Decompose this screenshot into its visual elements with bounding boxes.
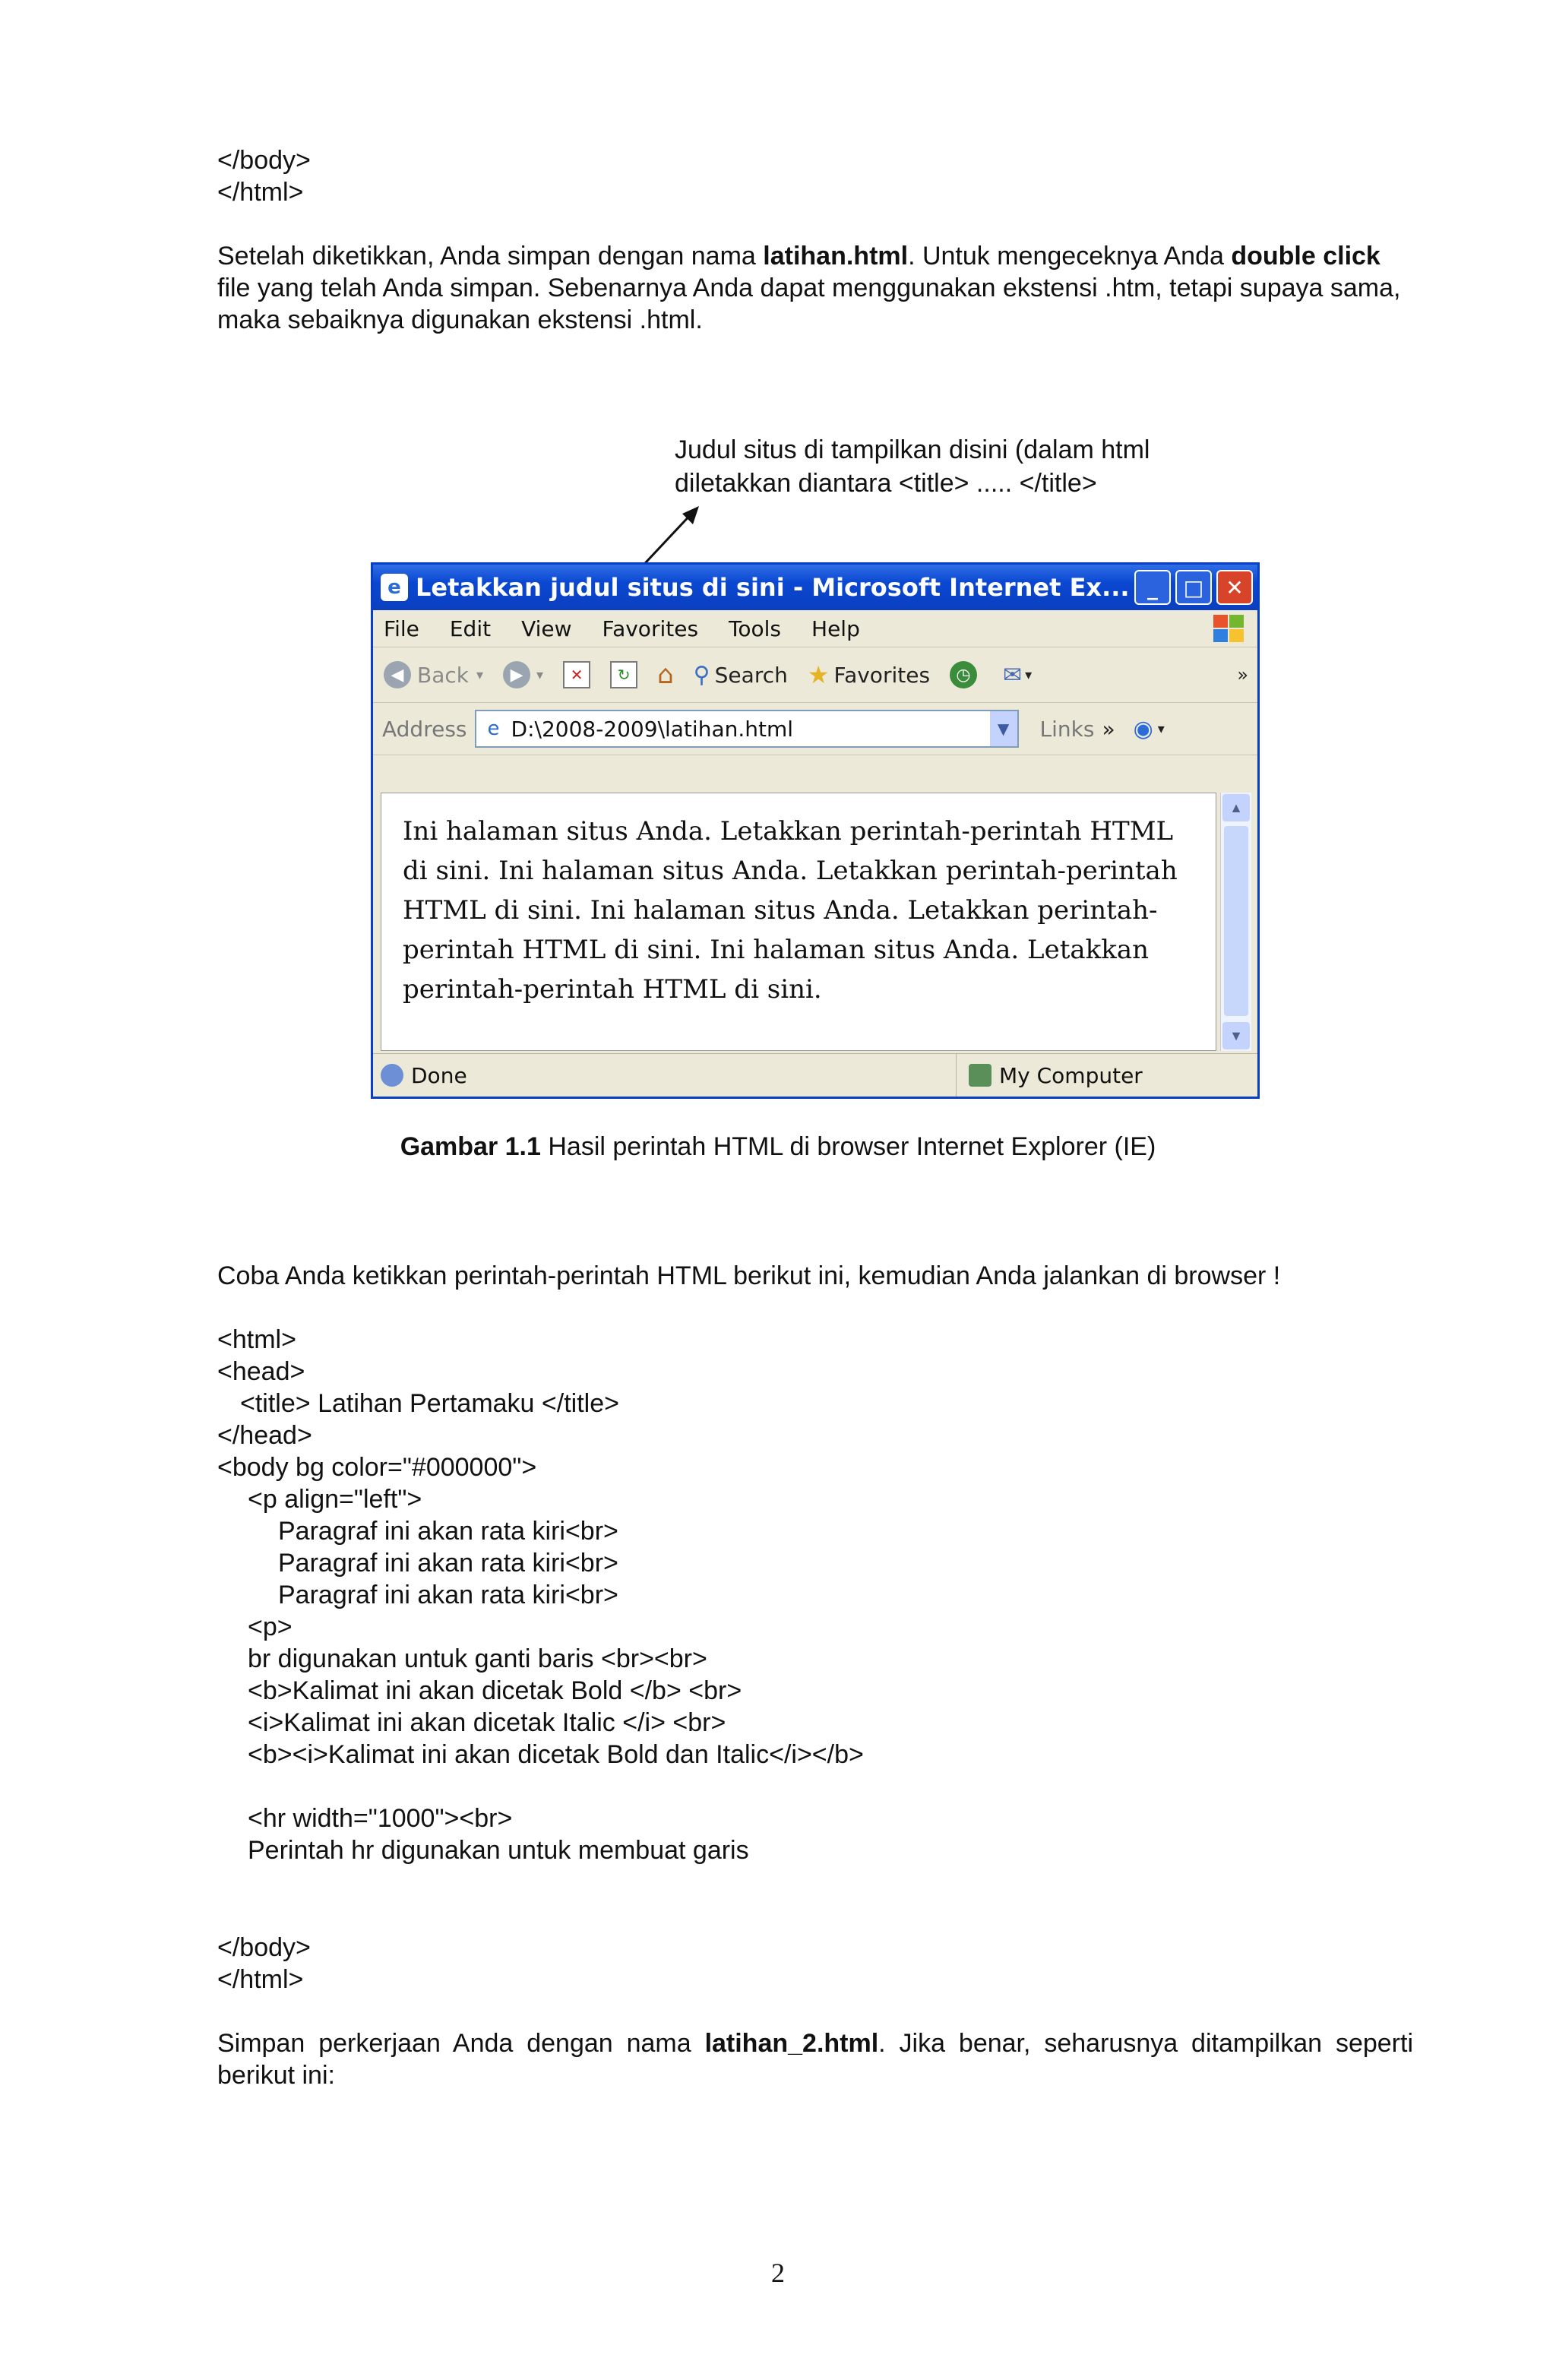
code-line: <p align="left">	[248, 1485, 422, 1514]
menu-file[interactable]: File	[384, 616, 419, 641]
status-done	[373, 1063, 956, 1088]
search-label: Search	[714, 662, 788, 688]
close-button[interactable]: ✕	[1216, 570, 1253, 605]
forward-arrow-icon: ▶	[503, 661, 530, 688]
standard-toolbar	[373, 647, 1257, 703]
paragraph-intro	[217, 240, 1413, 336]
menu-bar	[373, 610, 1257, 647]
menu-edit[interactable]: Edit	[449, 616, 492, 641]
text-run: file yang telah Anda simpan. Sebenarnya Anda dapat menggunakan ekstensi .htm, tetapi supaya sama, maka sebaiknya digunakan ekstensi .html.	[217, 274, 1401, 334]
instruction-text: Coba Anda ketikkan perintah-perintah HTML berikut ini, kemudian Anda jalankan di browser !	[217, 1261, 1281, 1290]
links-overflow-icon[interactable]: »	[1102, 716, 1115, 742]
scroll-up-icon[interactable]: ▲	[1222, 794, 1250, 821]
toolbar-overflow-icon[interactable]: »	[1237, 664, 1248, 685]
text-run: Simpan perkerjaan Anda dengan nama	[217, 2029, 705, 2058]
back-button[interactable]	[384, 661, 483, 688]
text-run: . Jika benar, seharusnya ditampilkan seperti berikut ini:	[217, 2029, 1413, 2090]
chevron-down-icon: ▾	[476, 666, 484, 683]
zone-text: My Computer	[999, 1062, 1143, 1088]
address-label: Address	[382, 716, 467, 742]
history-icon: ◷	[950, 661, 977, 688]
address-field[interactable]	[475, 710, 1019, 748]
page-content: Ini halaman situs Anda. Letakkan perintah-perintah HTML di sini. Ini halaman situs Anda. Letakkan perintah-perintah HTML di sini. Ini halaman situs Anda. Letakkan perintah-perintah HTML di sini. Ini halaman situs Anda. Letakkan perintah-perintah HTML di sini.	[381, 793, 1216, 1051]
mail-icon: ✉	[1003, 661, 1023, 688]
minimize-button[interactable]: _	[1134, 570, 1171, 605]
bold-term: double click	[1231, 242, 1380, 271]
mail-button[interactable]	[1003, 662, 1032, 688]
code-line: <b><i>Kalimat ini akan dicetak Bold dan Italic</i></b>	[248, 1740, 864, 1769]
bold-filename: latihan.html	[763, 242, 909, 271]
vertical-scrollbar[interactable]	[1220, 793, 1251, 1051]
links-label[interactable]: Links	[1039, 716, 1095, 742]
ie-options-icon[interactable]: ◉	[1133, 715, 1153, 742]
code-line: <i>Kalimat ini akan dicetak Italic </i> <br>	[248, 1708, 726, 1737]
chevron-down-icon: ▾	[536, 666, 544, 683]
favorites-button[interactable]	[808, 660, 930, 689]
figure-caption	[0, 1131, 1556, 1163]
scroll-thumb[interactable]	[1224, 826, 1248, 1016]
status-bar	[373, 1053, 1257, 1097]
address-dropdown-icon[interactable]: ▼	[990, 711, 1017, 746]
browser-window	[371, 562, 1260, 1099]
code-line: <body bg color="#000000">	[217, 1453, 537, 1482]
stop-icon: ✕	[563, 661, 590, 688]
refresh-button[interactable]	[610, 661, 637, 688]
status-text: Done	[411, 1062, 467, 1088]
favorites-label: Favorites	[833, 662, 931, 688]
refresh-icon: ↻	[610, 661, 637, 688]
status-zone	[956, 1054, 1257, 1097]
address-bar	[373, 703, 1257, 755]
code-line: Perintah hr digunakan untuk membuat garis	[248, 1836, 749, 1865]
ie-logo-icon: e	[381, 574, 408, 601]
code-line: Paragraf ini akan rata kiri<br>	[278, 1549, 618, 1578]
title-bar	[373, 565, 1257, 610]
code-line: br digunakan untuk ganti baris <br><br>	[248, 1644, 707, 1673]
menu-help[interactable]: Help	[811, 616, 860, 641]
caption-text: Hasil perintah HTML di browser Internet Explorer (IE)	[540, 1132, 1156, 1161]
text-run: . Untuk mengeceknya Anda	[908, 242, 1232, 271]
annotation-note	[675, 433, 1150, 500]
code-line: </html>	[217, 1965, 304, 1994]
paragraph-save	[217, 2027, 1413, 2091]
menu-favorites[interactable]: Favorites	[602, 616, 699, 641]
annotation-line: Judul situs di tampilkan disini (dalam html	[675, 435, 1150, 464]
windows-logo-icon	[1213, 615, 1244, 642]
page-done-icon	[381, 1064, 403, 1087]
search-icon: ⚲	[693, 661, 710, 688]
chevron-down-icon[interactable]: ▾	[1157, 720, 1165, 737]
search-button[interactable]	[694, 662, 788, 688]
code-line: </head>	[217, 1421, 312, 1450]
address-value: D:\2008-2009\latihan.html	[511, 716, 794, 742]
star-icon: ★	[807, 660, 830, 689]
forward-button[interactable]	[503, 661, 543, 688]
code-line: </html>	[217, 178, 304, 207]
code-line: Paragraf ini akan rata kiri<br>	[278, 1517, 618, 1546]
chevron-down-icon: ▾	[1025, 666, 1033, 683]
code-line: </body>	[217, 146, 311, 175]
maximize-button[interactable]: □	[1175, 570, 1212, 605]
code-line: <b>Kalimat ini akan dicetak Bold </b> <br>	[248, 1676, 742, 1705]
window-title: Letakkan judul situs di sini - Microsoft Internet Ex...	[416, 573, 1130, 602]
page-number: 2	[771, 2258, 785, 2288]
code-line: <hr width="1000"><br>	[248, 1804, 513, 1833]
page-icon: e	[487, 717, 500, 740]
code-line: </body>	[217, 1933, 311, 1962]
caption-label: Gambar 1.1	[400, 1132, 541, 1161]
scroll-down-icon[interactable]: ▼	[1222, 1022, 1250, 1049]
code-line: <p>	[248, 1613, 293, 1641]
menu-view[interactable]: View	[521, 616, 572, 641]
computer-icon	[969, 1064, 991, 1087]
home-button[interactable]	[657, 660, 674, 690]
code-line: <html>	[217, 1325, 296, 1354]
bold-filename: latihan_2.html	[704, 2029, 879, 2058]
back-label: Back	[417, 662, 469, 688]
stop-button[interactable]	[563, 661, 590, 688]
text-run: Setelah diketikkan, Anda simpan dengan nama	[217, 242, 764, 271]
history-button[interactable]	[950, 661, 983, 688]
annotation-line: diletakkan diantara <title> ..... </title>	[675, 469, 1097, 498]
home-icon: ⌂	[657, 660, 674, 690]
code-line: <title> Latihan Pertamaku </title>	[240, 1389, 619, 1418]
menu-tools[interactable]: Tools	[729, 616, 782, 641]
code-line: Paragraf ini akan rata kiri<br>	[278, 1581, 618, 1609]
code-line: <head>	[217, 1357, 305, 1386]
back-arrow-icon: ◀	[384, 661, 411, 688]
